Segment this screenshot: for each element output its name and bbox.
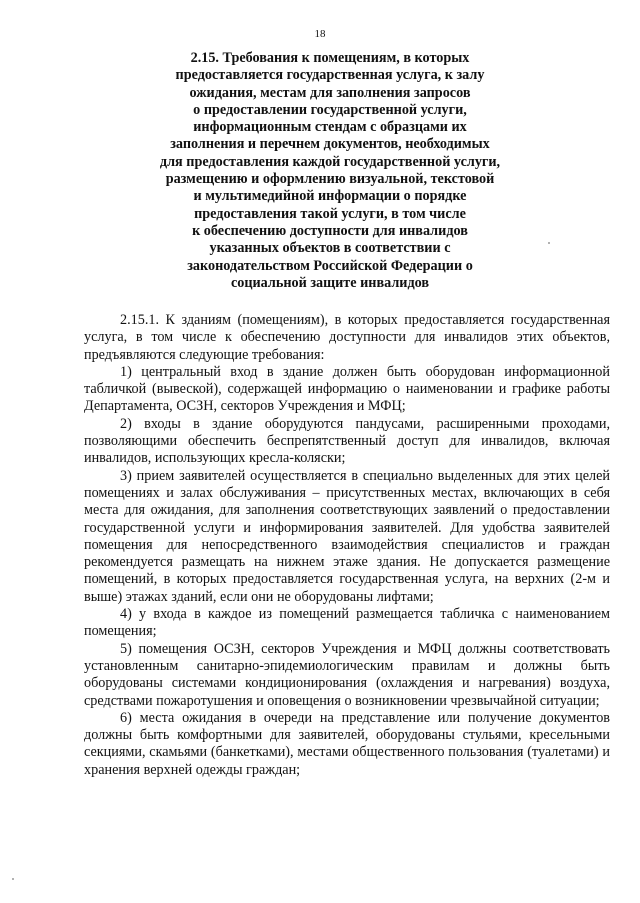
heading-line: к обеспечению доступности для инвалидов bbox=[192, 222, 468, 239]
heading-line: указанных объектов в соответствии с bbox=[209, 240, 451, 257]
heading-line: предоставления такой услуги, в том числе bbox=[194, 205, 466, 222]
heading-line: ожидания, местам для заполнения запросов bbox=[189, 84, 471, 101]
heading-line: размещению и оформлению визуальной, текстовой bbox=[165, 171, 495, 188]
section-body bbox=[84, 312, 610, 779]
paragraph-2-15-1: 2.15.1. К зданиям (помещениям), в которых предоставляется государственная услуга, в том числе к обеспечению доступности для инвалидов этих объектов, предъявляются следующие требования: bbox=[84, 312, 610, 363]
heading-line: о предоставлении государственной услуги, bbox=[193, 101, 467, 118]
paragraph-item-4: 4) у входа в каждое из помещений размещается табличка с наименованием помещения; bbox=[84, 606, 610, 640]
heading-line: для предоставления каждой государственной услуги, bbox=[159, 153, 501, 170]
scan-speck bbox=[12, 878, 14, 880]
heading-line: заполнения и перечнем документов, необходимых bbox=[170, 136, 490, 153]
section-heading bbox=[140, 50, 520, 292]
heading-line: предоставляется государственная услуга, к залу bbox=[175, 67, 485, 84]
heading-line: социальной защите инвалидов bbox=[230, 274, 430, 291]
paragraph-item-3: 3) прием заявителей осуществляется в специально выделенных для этих целей помещениях и залах обслуживания – присутственных местах, включающих в себя места для ожидания, для заполнения соответствующих заявлений о предоставлении государственной услуги и информирования заявителей. Для удобства заявителей помещения для непосредственного взаимодействия специалистов и граждан рекомендуется размещать на нижнем этаже здания. Не допускается размещение помещений, в которых предоставляется государственная услуга, на верхних (2-м и выше) этажах зданий, если они не оборудованы лифтами; bbox=[84, 467, 610, 605]
paragraph-item-5: 5) помещения ОСЗН, секторов Учреждения и МФЦ должны соответствовать установленным санитарно-эпидемиологическим правилам и должны быть оборудованы системами кондиционирования (охлаждения и нагревания) воздуха, средствами пожаротушения и оповещения о возникновении чрезвычайной ситуации; bbox=[84, 640, 610, 709]
heading-line: информационным стендам с образцами их bbox=[193, 119, 467, 136]
paragraph-item-1: 1) центральный вход в здание должен быть оборудован информационной табличкой (вывеской), содержащей информацию о наименовании и графике работы Департамента, ОСЗН, секторов Учреждения и МФЦ; bbox=[84, 363, 610, 415]
heading-line: 2.15. Требования к помещениям, в которых bbox=[190, 50, 470, 66]
heading-line: и мультимедийной информации о порядке bbox=[193, 188, 467, 205]
heading-line: законодательством Российской Федерации о bbox=[187, 257, 473, 274]
paragraph-item-6: 6) места ожидания в очереди на представление или получение документов должны быть комфортными для заявителей, оборудованы стульями, кресельными секциями, скамьями (банкетками), местами общественного пользования (туалетами) и хранения верхней одежды граждан; bbox=[84, 709, 610, 778]
page-number: 18 bbox=[314, 28, 326, 40]
scan-speck bbox=[548, 242, 550, 244]
paragraph-item-2: 2) входы в здание оборудуются пандусами, расширенными проходами, позволяющими обеспечить беспрепятственный доступ для инвалидов, включая инвалидов, использующих кресла-коляски; bbox=[84, 415, 610, 467]
